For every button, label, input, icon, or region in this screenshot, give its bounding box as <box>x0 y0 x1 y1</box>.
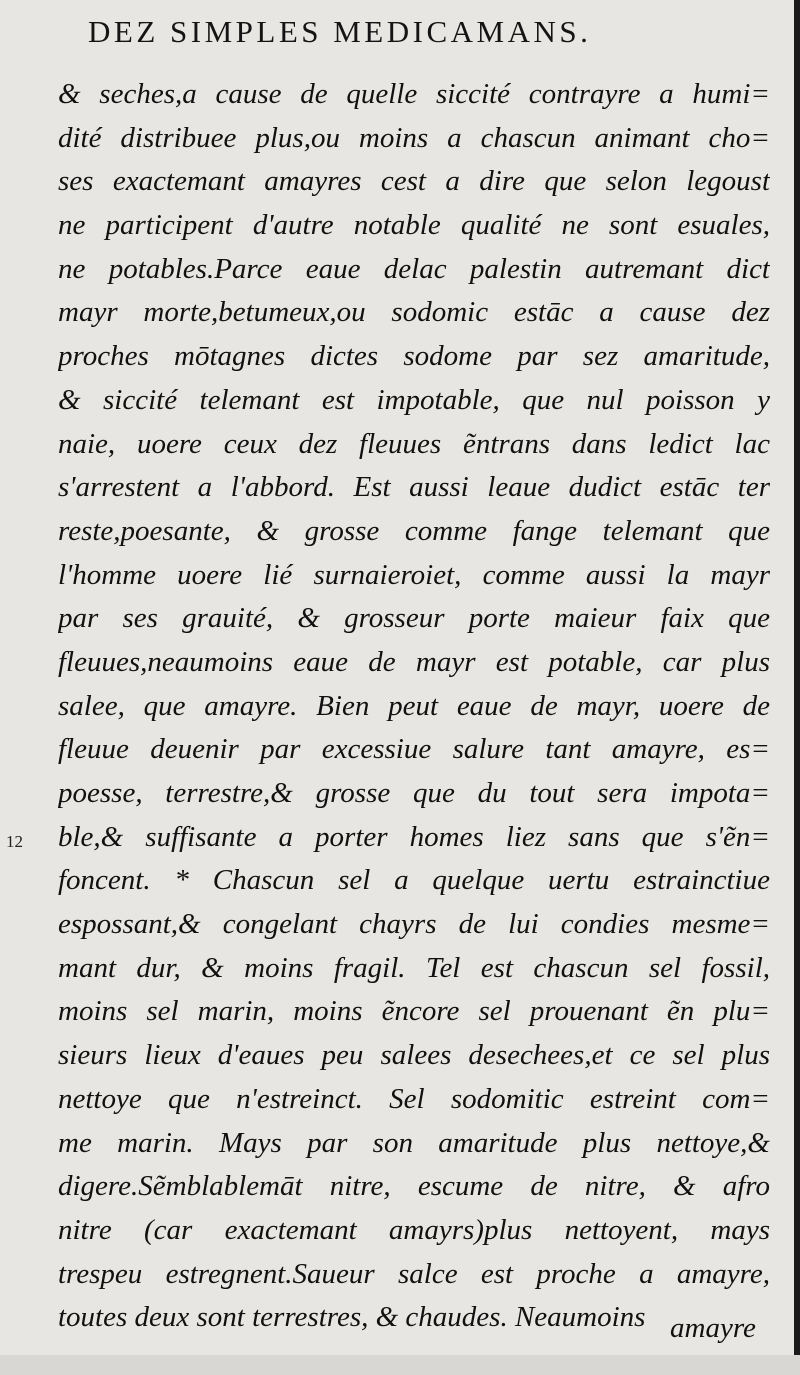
text-line: ble,& suffisante a porter homes liez sans que s'ẽn= <box>58 820 770 853</box>
text-line: sieurs lieux d'eaues peu salees desechees,et ce sel plus <box>58 1039 770 1072</box>
text-line: ses exactemant amayres cest a dire que selon legoust <box>58 165 770 198</box>
text-line: trespeu estregnent.Saueur salce est proche a amayre, <box>58 1257 770 1290</box>
text-line: & seches,a cause de quelle siccité contrayre a humi= <box>58 78 770 110</box>
text-line: fleuues,neaumoins eaue de mayr est potable, car plus <box>58 645 770 678</box>
text-line: s'arrestent a l'abbord. Est aussi leaue dudict estāc ter <box>58 471 770 504</box>
text-line: digere.Sẽmblablemāt nitre, escume de nitre, & afro <box>58 1170 770 1203</box>
text-line: par ses grauité, & grosseur porte maieur faix que <box>58 602 770 635</box>
margin-number: 12 <box>6 832 23 851</box>
text-line: toutes deux sont terrestres, & chaudes. Neaumoins <box>58 1301 646 1334</box>
text-line: nitre (car exactemant amayrs)plus nettoyent, mays <box>58 1213 770 1246</box>
text-line: salee, que amayre. Bien peut eaue de mayr, uoere de <box>58 689 770 722</box>
text-line: mant dur, & moins fragil. Tel est chascun sel fossil, <box>58 951 770 984</box>
text-line: proches mōtagnes dictes sodome par sez amaritude, <box>58 340 770 373</box>
text-line: & siccité telemant est impotable, que nul poisson y <box>58 383 770 416</box>
text-line: fleuue deuenir par excessiue salure tant amayre, es= <box>58 733 770 766</box>
text-line: foncent. * Chascun sel a quelque uertu estrainctiue <box>58 864 770 897</box>
text-line: naie, uoere ceux dez fleuues ẽntrans dans ledict lac <box>58 427 770 460</box>
text-line: poesse, terrestre,& grosse que du tout sera impota= <box>58 777 770 809</box>
text-line: dité distribuee plus,ou moins a chascun animant cho= <box>58 121 770 154</box>
text-line: mayr morte,betumeux,ou sodomic estāc a cause dez <box>58 296 770 329</box>
catchword: amayre <box>670 1312 756 1344</box>
text-line: espossant,& congelant chayrs de lui condies mesme= <box>58 908 770 941</box>
text-body <box>58 73 770 1340</box>
running-head: DEZ SIMPLES MEDICAMANS. <box>88 14 592 49</box>
text-line: moins sel marin, moins ẽncore sel prouenant ẽn plu= <box>58 995 770 1028</box>
text-line: l'homme uoere lié surnaieroiet, comme aussi la mayr <box>58 558 770 591</box>
text-line: reste,poesante, & grosse comme fange telemant que <box>58 514 770 547</box>
text-line: me marin. Mays par son amaritude plus nettoye,& <box>58 1126 770 1159</box>
text-line: nettoye que n'estreinct. Sel sodomitic estreint com= <box>58 1082 770 1115</box>
text-line: ne potables.Parce eaue delac palestin autremant dict <box>58 252 770 285</box>
text-line: ne participent d'autre notable qualité ne sont esuales, <box>58 209 770 242</box>
